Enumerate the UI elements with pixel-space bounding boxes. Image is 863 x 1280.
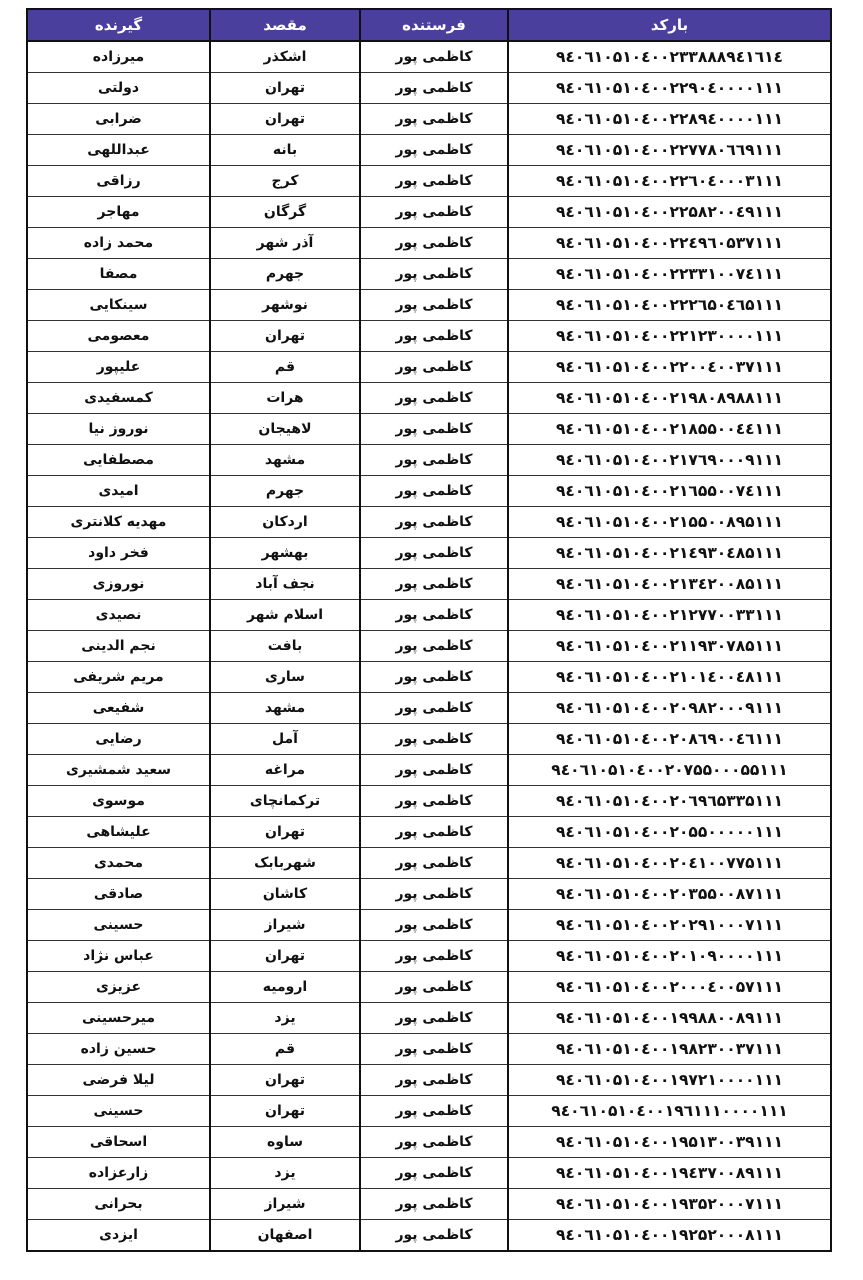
cell-barcode: ۹٤۰٦۱۰۵۱۰٤۰۰۱۹٤۳۷۰۰۸۹۱۱۱ <box>508 1158 831 1189</box>
cell-sender: کاظمی پور <box>360 941 508 972</box>
cell-destination: قم <box>210 1034 360 1065</box>
table-row <box>27 848 831 879</box>
cell-barcode: ۹٤۰٦۱۰۵۱۰٤۰۰۲۲٤۹٦۰۵۳۷۱۱۱ <box>508 228 831 259</box>
cell-destination: تهران <box>210 321 360 352</box>
table-row <box>27 352 831 383</box>
cell-receiver: شفیعی <box>27 693 210 724</box>
table-row <box>27 693 831 724</box>
cell-receiver: مهدیه کلانتری <box>27 507 210 538</box>
cell-receiver: نجم الدینی <box>27 631 210 662</box>
cell-barcode: ۹٤۰٦۱۰۵۱۰٤۰۰۲۰۳۵۵۰۰۸۷۱۱۱ <box>508 879 831 910</box>
cell-barcode: ۹٤۰٦۱۰۵۱۰٤۰۰۲۱۱۹۳۰۷۸۵۱۱۱ <box>508 631 831 662</box>
cell-sender: کاظمی پور <box>360 1065 508 1096</box>
cell-receiver: ایزدی <box>27 1220 210 1252</box>
cell-sender: کاظمی پور <box>360 104 508 135</box>
cell-barcode: ۹٤۰٦۱۰۵۱۰٤۰۰۲۱۵۵۰۰۸۹۵۱۱۱ <box>508 507 831 538</box>
cell-sender: کاظمی پور <box>360 538 508 569</box>
cell-destination: یزد <box>210 1158 360 1189</box>
cell-destination: تهران <box>210 73 360 104</box>
cell-destination: مشهد <box>210 693 360 724</box>
table-row <box>27 321 831 352</box>
cell-sender: کاظمی پور <box>360 724 508 755</box>
table-row <box>27 1127 831 1158</box>
cell-receiver: بحرانی <box>27 1189 210 1220</box>
cell-sender: کاظمی پور <box>360 321 508 352</box>
cell-barcode: ۹٤۰٦۱۰۵۱۰٤۰۰۲۰۷۵۵۰۰۰۵۵۱۱۱ <box>508 755 831 786</box>
table-row <box>27 1034 831 1065</box>
cell-destination: ترکمانچای <box>210 786 360 817</box>
cell-barcode: ۹٤۰٦۱۰۵۱۰٤۰۰۲۰۵۵۰۰۰۰۰۱۱۱ <box>508 817 831 848</box>
cell-receiver: دولتی <box>27 73 210 104</box>
cell-barcode: ۹٤۰٦۱۰۵۱۰٤۰۰۲۰۸٦۹۰۰٤٦۱۱۱ <box>508 724 831 755</box>
cell-destination: تهران <box>210 1096 360 1127</box>
cell-receiver: موسوی <box>27 786 210 817</box>
cell-sender: کاظمی پور <box>360 352 508 383</box>
cell-sender: کاظمی پور <box>360 259 508 290</box>
cell-sender: کاظمی پور <box>360 1158 508 1189</box>
cell-barcode: ۹٤۰٦۱۰۵۱۰٤۰۰۲۰۹۸۲۰۰۰۹۱۱۱ <box>508 693 831 724</box>
cell-receiver: سعید شمشیری <box>27 755 210 786</box>
cell-receiver: حسینی <box>27 910 210 941</box>
cell-receiver: نوروز نیا <box>27 414 210 445</box>
table-row <box>27 507 831 538</box>
cell-destination: مراغه <box>210 755 360 786</box>
cell-receiver: مریم شریفی <box>27 662 210 693</box>
table-row <box>27 1003 831 1034</box>
table-row <box>27 600 831 631</box>
cell-barcode: ۹٤۰٦۱۰۵۱۰٤۰۰۲۱٤۹۳۰٤۸۵۱۱۱ <box>508 538 831 569</box>
header-row <box>27 9 831 41</box>
cell-destination: تهران <box>210 1065 360 1096</box>
cell-destination: هرات <box>210 383 360 414</box>
cell-barcode: ۹٤۰٦۱۰۵۱۰٤۰۰۲۱٦۵۵۰۰۷٤۱۱۱ <box>508 476 831 507</box>
cell-barcode: ۹٤۰٦۱۰۵۱۰٤۰۰۲۱۹۸۰۸۹۸۸۱۱۱ <box>508 383 831 414</box>
cell-sender: کاظمی پور <box>360 73 508 104</box>
cell-receiver: صادقی <box>27 879 210 910</box>
cell-destination: لاهیجان <box>210 414 360 445</box>
cell-barcode: ۹٤۰٦۱۰۵۱۰٤۰۰۲۲۵۸۲۰۰٤۹۱۱۱ <box>508 197 831 228</box>
cell-barcode: ۹٤۰٦۱۰۵۱۰٤۰۰۲۲۹۰٤۰۰۰۰۱۱۱ <box>508 73 831 104</box>
table-row <box>27 104 831 135</box>
shipment-table-sheet <box>26 8 830 1252</box>
cell-receiver: عزیزی <box>27 972 210 1003</box>
cell-receiver: رضایی <box>27 724 210 755</box>
cell-barcode: ۹٤۰٦۱۰۵۱۰٤۰۰۲۱۰۱٤۰۰٤۸۱۱۱ <box>508 662 831 693</box>
table-row <box>27 972 831 1003</box>
cell-sender: کاظمی پور <box>360 1189 508 1220</box>
cell-destination: یزد <box>210 1003 360 1034</box>
cell-sender: کاظمی پور <box>360 228 508 259</box>
cell-sender: کاظمی پور <box>360 1220 508 1252</box>
cell-destination: قم <box>210 352 360 383</box>
cell-barcode: ۹٤۰٦۱۰۵۱۰٤۰۰۲۲۲٦۵۰٤٦۵۱۱۱ <box>508 290 831 321</box>
cell-sender: کاظمی پور <box>360 786 508 817</box>
table-row <box>27 1220 831 1252</box>
cell-receiver: رزاقی <box>27 166 210 197</box>
cell-receiver: نصیدی <box>27 600 210 631</box>
cell-sender: کاظمی پور <box>360 631 508 662</box>
cell-barcode: ۹٤۰٦۱۰۵۱۰٤۰۰۱۹۳۵۲۰۰۰۷۱۱۱ <box>508 1189 831 1220</box>
cell-destination: تهران <box>210 817 360 848</box>
cell-receiver: اسحاقی <box>27 1127 210 1158</box>
cell-receiver: معصومی <box>27 321 210 352</box>
cell-destination: کرج <box>210 166 360 197</box>
table-row <box>27 445 831 476</box>
cell-barcode: ۹٤۰٦۱۰۵۱۰٤۰۰۲۲۸۹٤۰۰۰۰۱۱۱ <box>508 104 831 135</box>
cell-barcode: ۹٤۰٦۱۰۵۱۰٤۰۰۲۰٦۹٦۵۳۳۵۱۱۱ <box>508 786 831 817</box>
cell-destination: تهران <box>210 941 360 972</box>
cell-receiver: مهاجر <box>27 197 210 228</box>
cell-destination: اشکذر <box>210 41 360 73</box>
cell-destination: ساوه <box>210 1127 360 1158</box>
cell-barcode: ۹٤۰٦۱۰۵۱۰٤۰۰۲۳۳۸۸۸۹٤۱٦۱٤ <box>508 41 831 73</box>
cell-destination: شهربابک <box>210 848 360 879</box>
cell-barcode: ۹٤۰٦۱۰۵۱۰٤۰۰۱۹۲۵۲۰۰۰۸۱۱۱ <box>508 1220 831 1252</box>
cell-barcode: ۹٤۰٦۱۰۵۱۰٤۰۰۲۲۷۷۸۰٦٦۹۱۱۱ <box>508 135 831 166</box>
table-body <box>27 41 831 1251</box>
table-row <box>27 41 831 73</box>
table-row <box>27 755 831 786</box>
cell-destination: اردکان <box>210 507 360 538</box>
cell-receiver: عباس نژاد <box>27 941 210 972</box>
table-row <box>27 1065 831 1096</box>
cell-sender: کاظمی پور <box>360 507 508 538</box>
cell-barcode: ۹٤۰٦۱۰۵۱۰٤۰۰۲۱۳٤۲۰۰۸۵۱۱۱ <box>508 569 831 600</box>
table-row <box>27 724 831 755</box>
cell-barcode: ۹٤۰٦۱۰۵۱۰٤۰۰۲۲۰۰٤۰۰۳۷۱۱۱ <box>508 352 831 383</box>
cell-barcode: ۹٤۰٦۱۰۵۱۰٤۰۰۲۱۷٦۹۰۰۰۹۱۱۱ <box>508 445 831 476</box>
cell-destination: نوشهر <box>210 290 360 321</box>
cell-destination: ساری <box>210 662 360 693</box>
cell-sender: کاظمی پور <box>360 755 508 786</box>
cell-destination: تهران <box>210 104 360 135</box>
cell-receiver: امیدی <box>27 476 210 507</box>
table-header <box>27 9 831 41</box>
cell-barcode: ۹٤۰٦۱۰۵۱۰٤۰۰۲۰۲۹۱۰۰۰۷۱۱۱ <box>508 910 831 941</box>
cell-receiver: حسین زاده <box>27 1034 210 1065</box>
table-row <box>27 383 831 414</box>
table-row <box>27 1158 831 1189</box>
cell-receiver: مصطفایی <box>27 445 210 476</box>
cell-destination: آمل <box>210 724 360 755</box>
cell-receiver: ضرابی <box>27 104 210 135</box>
cell-sender: کاظمی پور <box>360 197 508 228</box>
table-row <box>27 786 831 817</box>
shipment-table <box>26 8 832 1252</box>
cell-destination: بهشهر <box>210 538 360 569</box>
cell-barcode: ۹٤۰٦۱۰۵۱۰٤۰۰۱۹۷۲۱۰۰۰۰۱۱۱ <box>508 1065 831 1096</box>
table-row <box>27 135 831 166</box>
cell-barcode: ۹٤۰٦۱۰۵۱۰٤۰۰۲۱۸۵۵۰۰٤٤۱۱۱ <box>508 414 831 445</box>
header-destination: مقصد <box>210 9 360 41</box>
table-row <box>27 414 831 445</box>
cell-sender: کاظمی پور <box>360 1003 508 1034</box>
table-row <box>27 631 831 662</box>
cell-receiver: حسینی <box>27 1096 210 1127</box>
table-row <box>27 197 831 228</box>
cell-barcode: ۹٤۰٦۱۰۵۱۰٤۰۰۲۲۳۳۱۰۰۷٤۱۱۱ <box>508 259 831 290</box>
cell-sender: کاظمی پور <box>360 383 508 414</box>
cell-sender: کاظمی پور <box>360 41 508 73</box>
cell-receiver: عبداللهی <box>27 135 210 166</box>
header-receiver: گیرنده <box>27 9 210 41</box>
header-barcode: بارکد <box>508 9 831 41</box>
cell-sender: کاظمی پور <box>360 910 508 941</box>
cell-receiver: علیشاهی <box>27 817 210 848</box>
cell-destination: جهرم <box>210 476 360 507</box>
cell-barcode: ۹٤۰٦۱۰۵۱۰٤۰۰۲۰۰۰٤۰۰۵۷۱۱۱ <box>508 972 831 1003</box>
cell-receiver: فخر داود <box>27 538 210 569</box>
cell-receiver: لیلا فرضی <box>27 1065 210 1096</box>
cell-sender: کاظمی پور <box>360 414 508 445</box>
cell-destination: بانه <box>210 135 360 166</box>
cell-barcode: ۹٤۰٦۱۰۵۱۰٤۰۰۲۰٤۱۰۰۷۷۵۱۱۱ <box>508 848 831 879</box>
cell-barcode: ۹٤۰٦۱۰۵۱۰٤۰۰۲۲۱۲۳۰۰۰۰۱۱۱ <box>508 321 831 352</box>
cell-receiver: سینکایی <box>27 290 210 321</box>
cell-destination: اسلام شهر <box>210 600 360 631</box>
cell-barcode: ۹٤۰٦۱۰۵۱۰٤۰۰۱۹۸۲۳۰۰۳۷۱۱۱ <box>508 1034 831 1065</box>
cell-receiver: مصفا <box>27 259 210 290</box>
cell-sender: کاظمی پور <box>360 972 508 1003</box>
table-row <box>27 166 831 197</box>
cell-destination: ارومیه <box>210 972 360 1003</box>
cell-sender: کاظمی پور <box>360 848 508 879</box>
header-sender: فرستنده <box>360 9 508 41</box>
cell-receiver: میرحسینی <box>27 1003 210 1034</box>
cell-destination: بافت <box>210 631 360 662</box>
cell-sender: کاظمی پور <box>360 476 508 507</box>
cell-receiver: زارعزاده <box>27 1158 210 1189</box>
cell-sender: کاظمی پور <box>360 693 508 724</box>
table-row <box>27 817 831 848</box>
table-row <box>27 569 831 600</box>
cell-barcode: ۹٤۰٦۱۰۵۱۰٤۰۰۲۰۱۰۹۰۰۰۰۱۱۱ <box>508 941 831 972</box>
table-row <box>27 290 831 321</box>
cell-destination: مشهد <box>210 445 360 476</box>
table-row <box>27 910 831 941</box>
cell-sender: کاظمی پور <box>360 600 508 631</box>
cell-destination: گرگان <box>210 197 360 228</box>
table-row <box>27 1189 831 1220</box>
cell-sender: کاظمی پور <box>360 1034 508 1065</box>
table-row <box>27 1096 831 1127</box>
cell-barcode: ۹٤۰٦۱۰۵۱۰٤۰۰۱۹۵۱۳۰۰۳۹۱۱۱ <box>508 1127 831 1158</box>
cell-sender: کاظمی پور <box>360 445 508 476</box>
cell-destination: کاشان <box>210 879 360 910</box>
table-row <box>27 259 831 290</box>
table-row <box>27 538 831 569</box>
table-row <box>27 73 831 104</box>
cell-destination: شیراز <box>210 1189 360 1220</box>
cell-sender: کاظمی پور <box>360 817 508 848</box>
table-row <box>27 228 831 259</box>
cell-receiver: نوروزی <box>27 569 210 600</box>
cell-receiver: محمدی <box>27 848 210 879</box>
cell-barcode: ۹٤۰٦۱۰۵۱۰٤۰۰۲۱۲۷۷۰۰۳۳۱۱۱ <box>508 600 831 631</box>
cell-barcode: ۹٤۰٦۱۰۵۱۰٤۰۰۱۹٦۱۱۱۰۰۰۰۱۱۱ <box>508 1096 831 1127</box>
cell-destination: اصفهان <box>210 1220 360 1252</box>
cell-receiver: محمد زاده <box>27 228 210 259</box>
cell-sender: کاظمی پور <box>360 135 508 166</box>
cell-destination: آذر شهر <box>210 228 360 259</box>
table-row <box>27 662 831 693</box>
cell-destination: نجف آباد <box>210 569 360 600</box>
cell-sender: کاظمی پور <box>360 290 508 321</box>
cell-receiver: کمسفیدی <box>27 383 210 414</box>
cell-receiver: میرزاده <box>27 41 210 73</box>
cell-barcode: ۹٤۰٦۱۰۵۱۰٤۰۰۲۲٦۰٤۰۰۰۳۱۱۱ <box>508 166 831 197</box>
cell-receiver: علیپور <box>27 352 210 383</box>
cell-destination: شیراز <box>210 910 360 941</box>
cell-sender: کاظمی پور <box>360 1127 508 1158</box>
cell-sender: کاظمی پور <box>360 1096 508 1127</box>
cell-sender: کاظمی پور <box>360 166 508 197</box>
cell-sender: کاظمی پور <box>360 662 508 693</box>
cell-sender: کاظمی پور <box>360 879 508 910</box>
table-row <box>27 879 831 910</box>
cell-destination: جهرم <box>210 259 360 290</box>
cell-barcode: ۹٤۰٦۱۰۵۱۰٤۰۰۱۹۹۸۸۰۰۸۹۱۱۱ <box>508 1003 831 1034</box>
cell-sender: کاظمی پور <box>360 569 508 600</box>
table-row <box>27 476 831 507</box>
table-row <box>27 941 831 972</box>
